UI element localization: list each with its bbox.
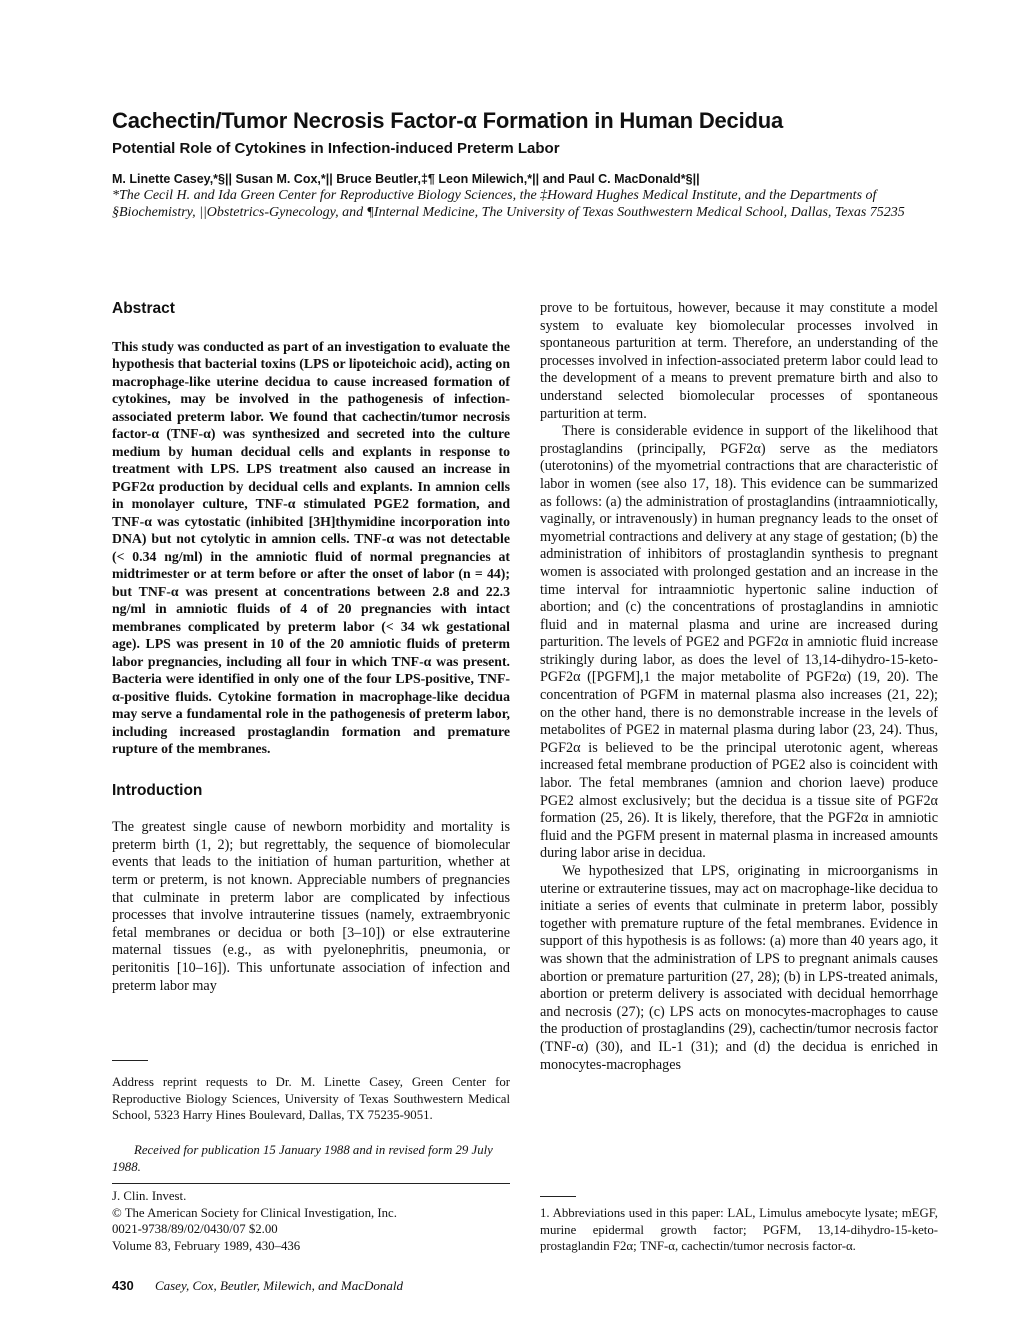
journal-info-line: 0021-9738/89/02/0430/07 $2.00 — [112, 1222, 278, 1236]
author-list: M. Linette Casey,*§|| Susan M. Cox,*|| Bruce Beutler,‡¶ Leon Milewich,*|| and Paul C. MacDonald*§|| — [112, 172, 700, 186]
running-head: Casey, Cox, Beutler, Milewich, and MacDonald — [154, 1278, 403, 1293]
intro-paragraph-1-continued: prove to be fortuitous, however, because it may constitute a model system to evaluate key biomolecular processes involved in spontaneous parturition at term. Therefore, an understanding of the processes involved in infection-associated preterm labor could lead to the development of a means to prevent premature birth and also to understand selected biomolecular processes of spontaneous parturition at term. — [540, 300, 938, 422]
abstract-text: This study was conducted as part of an investigation to evaluate the hypothesis that bacterial toxins (LPS or lipoteichoic acid), acting on macrophage-like uterine decidua to cause increased formation of cytokines, may be involved in the pathogenesis of infection-associated preterm labor. We found that cachectin/tumor necrosis factor-α (TNF-α) was synthesized and secreted into the culture medium by human decidual cells and explants in response to treatment with LPS. LPS treatment also caused an increase in PGF2α production by decidual cells and explants. In amnion cells in monolayer culture, TNF-α stimulated PGE2 formation, and TNF-α was cytostatic (inhibited [3H]thymidine incorporation into DNA) but not cytolytic in amnion cells. TNF-α was not detectable (< 0.34 ng/ml) in the amniotic fluid of normal pregnancies at midtrimester or at term before or after the onset of labor (n = 44); but TNF-α was present at concentrations between 2.8 and 22.3 ng/ml in amniotic fluids of 4 of 20 pregnancies with intact membranes complicated by preterm labor (< 34 wk gestational age). LPS was present in 10 of the 20 amniotic fluids of preterm labor pregnancies, including all four in which TNF-α was present. Bacteria were identified in only one of the four LPS-positive, TNF-α-positive fluids. Cytokine formation in macrophage-like decidua may serve a fundamental role in the pathogenesis of preterm labor, including increased prostaglandin formation and premature rupture of the membranes. — [112, 338, 510, 757]
author-affiliations: *The Cecil H. and Ida Green Center for Reproductive Biology Sciences, the ‡Howard Hughes Medical Institute, and the Departments of §Biochemistry, ||Obstetrics-Gynecology, and ¶Internal Medicine, The University of Texas Southwestern Medical School, Dallas, Texas 75235 — [112, 188, 905, 220]
page-number: 430 — [112, 1278, 134, 1293]
right-column — [540, 300, 938, 1074]
journal-info-divider — [112, 1183, 510, 1184]
abbreviations-divider — [540, 1196, 576, 1197]
abstract-heading: Abstract — [112, 300, 175, 317]
journal-info-line: J. Clin. Invest. — [112, 1189, 187, 1203]
received-note: Received for publication 15 January 1988 and in revised form 29 July 1988. — [112, 1143, 493, 1174]
intro-paragraph-1: The greatest single cause of newborn morbidity and mortality is preterm birth (1, 2); but regrettably, the sequence of biomolecular events that leads to the initiation of human parturition, whether at term or preterm, is not known. Appreciable numbers of pregnancies that culminate in preterm labor are complicated by infectious processes that involve intrauterine tissues (namely, extraembryonic fetal membranes or decidua or both [3–10]) or else extrauterine maternal tissues (e.g., as with pyelonephritis, pneumonia, or peritonitis [10–16]). This unfortunate association of infection and preterm labor may — [112, 819, 510, 994]
journal-info-line: © The American Society for Clinical Investigation, Inc. — [112, 1205, 397, 1220]
page-footer — [112, 1278, 403, 1294]
footnote-divider — [112, 1060, 148, 1061]
journal-info-line: Volume 83, February 1989, 430–436 — [112, 1238, 301, 1253]
intro-paragraph-3: We hypothesized that LPS, originating in microorganisms in uterine or extrauterine tissues, may act on macrophage-like decidua to initiate a series of events that culminate in preterm labor, possibly together with premature rupture of the fetal membranes. Evidence in support of this hypothesis is as follows: (a) more than 40 years ago, it was shown that the administration of LPS to pregnant animals causes abortion or premature parturition (27, 28); (b) in LPS-treated animals, abortion or preterm delivery is associated with decidual hemorrhage and necrosis (27); (c) LPS acts on monocytes-macrophages to cause the production of prostaglandins (29), cachectin/tumor necrosis factor (TNF-α) (30), and IL-1 (31); and (d) the decidua is enriched in monocytes-macrophages — [540, 863, 938, 1073]
article-title: Cachectin/Tumor Necrosis Factor-α Formation in Human Decidua — [112, 108, 784, 133]
journal-info — [112, 1188, 510, 1254]
article-subtitle: Potential Role of Cytokines in Infection-induced Preterm Labor — [112, 140, 560, 157]
left-column — [112, 300, 510, 995]
abbreviations-footnote: 1. Abbreviations used in this paper: LAL, Limulus amebocyte lysate; mEGF, murine epidermal growth factor; PGFM, 13,14-dihydro-15-keto-prostaglandin F2α; TNF-α, cachectin/tumor necrosis factor-α. — [540, 1206, 938, 1253]
intro-paragraph-2: There is considerable evidence in support of the likelihood that prostaglandins (principally, PGF2α) serve as the mediators (uterotonins) of the myometrial contractions that are characteristic of labor in women (see also 17, 18). This evidence can be summarized as follows: (a) the administration of prostaglandins (intraamniotically, vaginally, or intravenously) in human pregnancy leads to the onset of myometrial contractions and delivery at any stage of gestation; (b) the administration of inhibitors of prostaglandin synthesis to pregnant women is associated with prolonged gestation and an increase in the time interval for intraamniotic hypertonic saline induction of abortion; and (c) the concentrations of prostaglandins in amniotic fluid and in maternal plasma and urine are increased during parturition. The levels of PGE2 and PGF2α in amniotic fluid increase strikingly during labor, as does the level of 13,14-dihydro-15-keto-PGF2α ([PGFM],1 the major metabolite of PGF2α) (19, 20). The concentration of PGFM in maternal plasma also increases (21, 22); on the other hand, there is no demonstrable increase in the levels of metabolites of PGE2 in maternal plasma during labor (23, 24). Thus, PGF2α is believed to be the principal uterotonic agent, whereas increased fetal membrane production of PGE2 also is coincident with labor. The fetal membranes (amnion and chorion laeve) produce PGE2 almost exclusively; but the decidua is a tissue site of PGF2α formation (25, 26). It is likely, therefore, that the PGF2α in amniotic fluid and the PGFM present in maternal plasma in increased amounts during labor arise in decidua. — [540, 423, 938, 862]
reprint-note: Address reprint requests to Dr. M. Linette Casey, Green Center for Reproductive Biology Sciences, University of Texas Southwestern Medical School, 5323 Harry Hines Boulevard, Dallas, TX 75235-9051. — [112, 1075, 510, 1122]
introduction-heading: Introduction — [112, 781, 203, 799]
